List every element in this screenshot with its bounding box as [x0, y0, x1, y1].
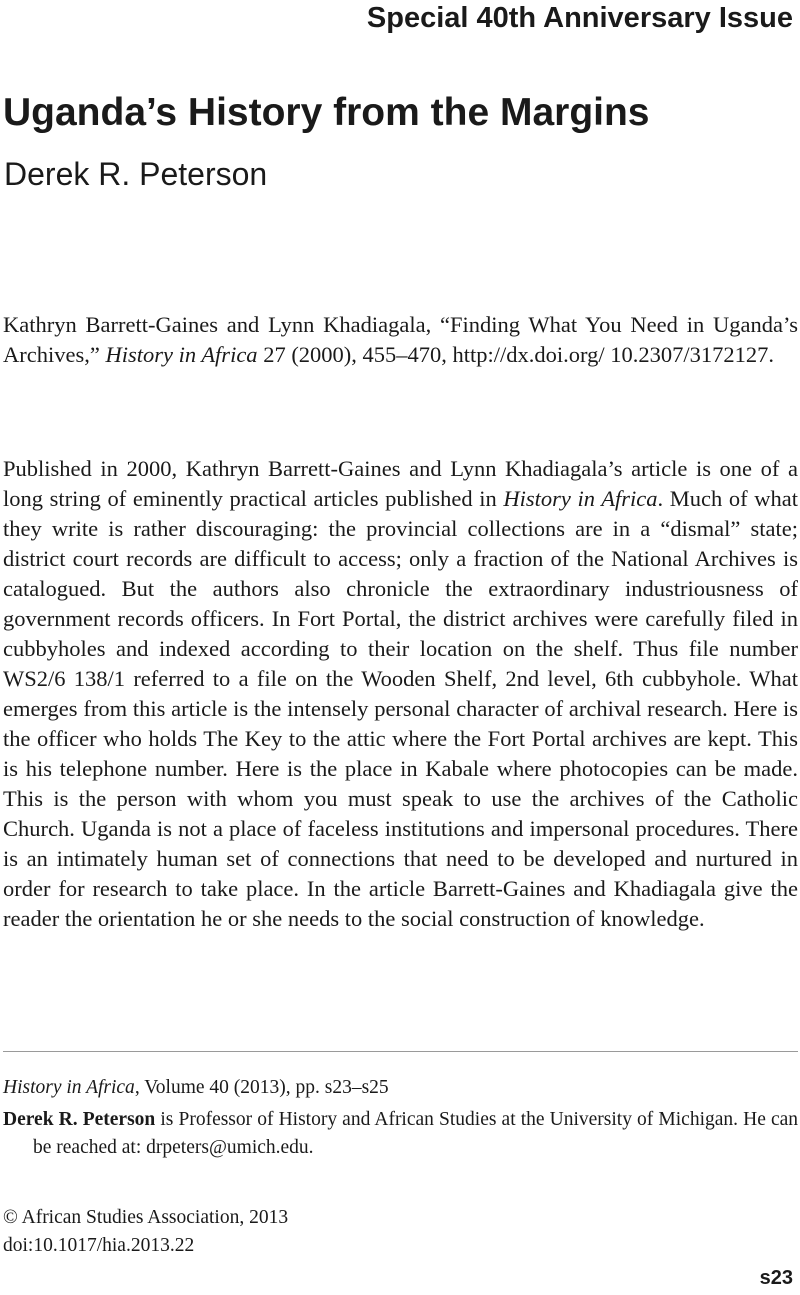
body-paragraph: [3, 454, 798, 934]
article-author: Derek R. Peterson: [4, 156, 268, 192]
page-number: s23: [759, 1267, 793, 1289]
journal-volume: , Volume 40 (2013), pp. s23–s25: [134, 1077, 389, 1098]
footer-divider: [3, 1051, 798, 1052]
body-journal-name: History in Africa: [503, 486, 658, 511]
citation-details[interactable]: 27 (2000), 455–470, http://dx.doi.org/ 10.2307/3172127.: [263, 342, 775, 367]
reviewed-article-citation: [3, 310, 798, 370]
doi[interactable]: doi:10.1017/hia.2013.22: [3, 1235, 195, 1256]
article-title: Uganda’s History from the Margins: [3, 91, 650, 134]
journal-name: History in Africa: [3, 1077, 135, 1098]
issue-label: Special 40th Anniversary Issue: [366, 2, 793, 34]
copyright-notice: © African Studies Association, 2013: [3, 1207, 289, 1228]
body-text-part-1: Published in 2000, Kathryn Barrett-Gaines and Lynn Khadiagala’s article is one of a long string of eminently practical articles published in: [3, 456, 798, 511]
journal-info: [3, 1074, 798, 1102]
author-bio: [3, 1106, 798, 1162]
bio-author-name: Derek R. Peterson: [3, 1109, 156, 1130]
citation-journal: History in Africa: [105, 342, 258, 367]
bio-text[interactable]: is Professor of History and African Studies at the University of Michigan. He can be reached at: drpeters@umich.edu.: [33, 1109, 799, 1158]
body-text-part-2: . Much of what they write is rather discouraging: the provincial collections are in a “dismal” state; district court records are difficult to access; only a fraction of the National Archives is catalogued. But the authors also chronicle the extraordinary industriousness of government records officers. In Fort Portal, the district archives were carefully filed in cubbyholes and indexed according to their location on the shelf. Thus file number WS2/6 138/1 referred to a file on the Wooden Shelf, 2nd level, 6th cubbyhole. What emerges from this article is the intensely personal character of archival research. Here is the officer who holds The Key to the attic where the Fort Portal archives are kept. This is his telephone number. Here is the place in Kabale where photocopies can be made. This is the person with whom you must speak to use the archives of the Catholic Church. Uganda is not a place of faceless institutions and impersonal procedures. There is an intimately human set of connections that need to be developed and nurtured in order for research to take place. In the article Barrett-Gaines and Khadiagala give the reader the orientation he or she needs to the social construction of knowledge.: [3, 486, 798, 931]
citation-authors: Kathryn Barrett-Gaines and Lynn Khadiagala, “Finding What You Need in Uganda’s Archives,”: [3, 312, 798, 367]
